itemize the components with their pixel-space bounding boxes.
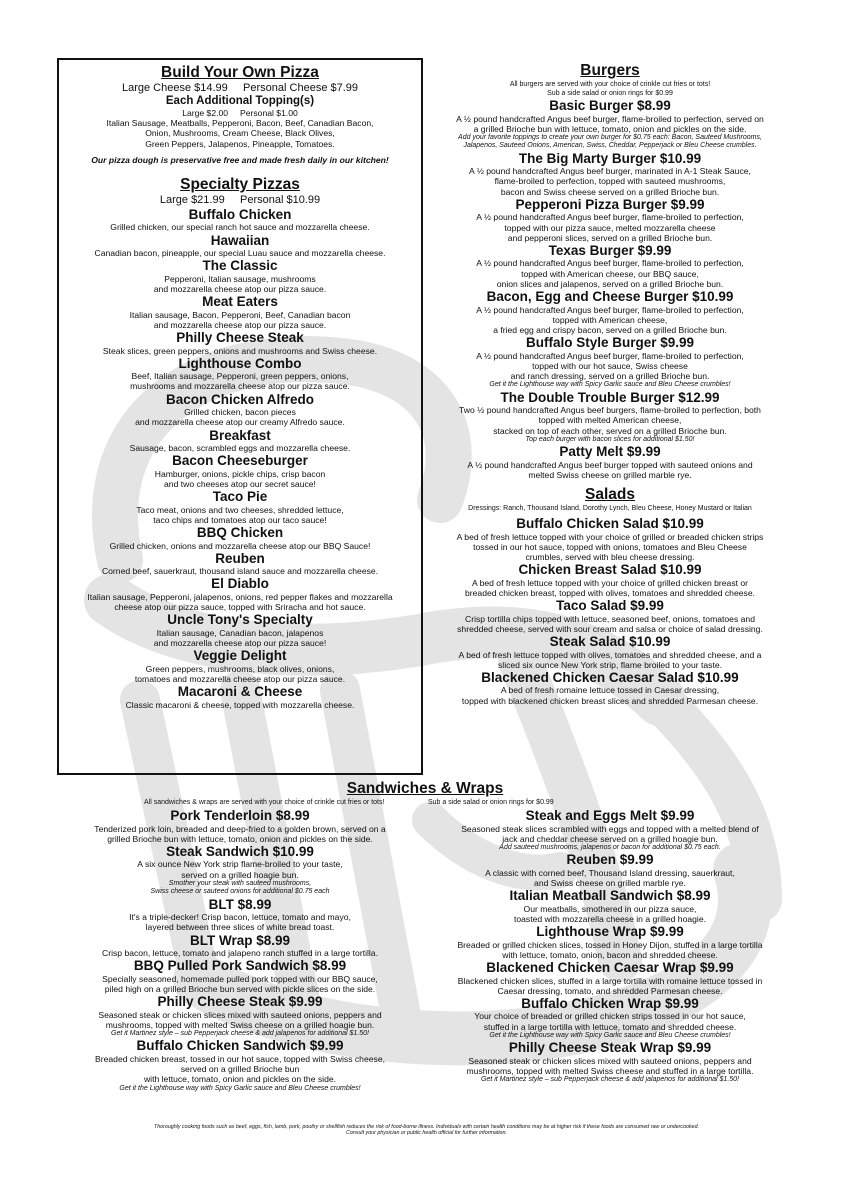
menu-item (427, 888, 793, 924)
item-note: Get it the Lighthouse way with Spicy Garlic sauce and Bleu Cheese crumbles! (119, 1084, 361, 1092)
item-description: Italian sausage, Bacon, Pepperoni, Beef, Canadian bacon (129, 309, 351, 320)
item-description: Your choice of breaded or grilled chicken strips tossed in our hot sauce, (474, 1011, 746, 1022)
item-name: Blackened Chicken Caesar Salad $10.99 (481, 669, 739, 685)
menu-item (63, 489, 417, 525)
item-description: A ½ pound handcrafted Angus beef burger, flame-broiled to perfection, (476, 304, 744, 315)
menu-item (427, 670, 793, 706)
item-name: Pork Tenderloin $8.99 (170, 808, 310, 823)
item-name: The Classic (202, 258, 278, 274)
item-description: Crisp tortilla chips topped with lettuce, seasoned beef, onions, tomatoes and (465, 613, 755, 624)
burgers-note: All burgers are served with your choice of crinkle cut fries or tots! (509, 81, 711, 88)
menu-item (63, 612, 417, 648)
item-name: Reuben $9.99 (566, 852, 654, 868)
item-description: It's a triple-decker! Crisp bacon, lettuce, tomato and mayo, (129, 912, 351, 923)
dough-note: Our pizza dough is preservative free and made fresh daily in our kitchen! (91, 154, 389, 165)
item-description: topped with blackened chicken breast slices and shredded Parmesan cheese. (461, 695, 759, 706)
item-description: Beef, Italian sausage, Pepperoni, green peppers, onions, (131, 371, 349, 382)
item-description: Italian sausage, Pepperoni, jalapenos, onions, red pepper flakes and mozzarella (87, 591, 393, 602)
item-name: Taco Pie (212, 489, 268, 505)
topping-prices: Large $2.00 Personal $1.00 (182, 108, 298, 118)
item-description: A bed of fresh romaine lettuce tossed in Caesar dressing, (500, 685, 720, 696)
item-description: tossed in our hot sauce, topped with onions, tomatoes and Bleu Cheese (473, 541, 747, 552)
item-description: Seasoned steak slices scrambled with eggs and topped with a melted blend of (461, 823, 759, 834)
menu-item (63, 258, 417, 294)
item-name: Steak and Eggs Melt $9.99 (525, 808, 695, 823)
salads-title: Salads (585, 486, 635, 504)
item-note: Add your favorite toppings to create your own burger for $0.75 each: Bacon, Sauteed Mushrooms, (458, 133, 762, 141)
item-description: shredded cheese, served with sour cream and salsa or choice of salad dressing. (457, 623, 763, 634)
item-name: Philly Cheese Steak (176, 330, 304, 346)
specialty-sizes: Large $21.99 Personal $10.99 (159, 193, 321, 206)
menu-item (427, 516, 793, 562)
item-description: Two ½ pound handcrafted Angus beef burgers, flame-broiled to perfection, both (459, 405, 761, 416)
item-description: A ½ pound handcrafted Angus beef burger, flame-broiled to perfection, (476, 350, 744, 361)
menu-item (63, 453, 417, 489)
menu-item (63, 648, 417, 684)
item-name: Bacon Cheeseburger (172, 453, 308, 469)
item-name: Veggie Delight (193, 648, 287, 664)
item-name: Meat Eaters (202, 294, 278, 310)
item-description: Sausage, bacon, scrambled eggs and mozzarella cheese. (129, 443, 351, 454)
item-name: Patty Melt $9.99 (559, 444, 661, 460)
menu-item (427, 960, 793, 996)
item-name: Blackened Chicken Caesar Wrap $9.99 (486, 960, 734, 976)
menu-item (427, 634, 793, 670)
item-description: A ½ pound handcrafted Angus beef burger topped with sauteed onions and (467, 459, 753, 470)
item-description: crumbles, served with bleu cheese dressing. (525, 552, 695, 562)
item-description: mushrooms, topped with melted Swiss cheese and stuffed in a large tortilla. (466, 1065, 754, 1076)
item-name: El Diablo (211, 576, 269, 592)
toppings-line: Onion, Mushrooms, Cream Cheese, Black Olives, (145, 128, 335, 139)
item-name: BLT $8.99 (208, 896, 272, 912)
item-description: Our meatballs, smothered in our pizza sauce, (523, 903, 697, 914)
item-description: with lettuce, tomato, onion, bacon and shredded cheese. (502, 949, 718, 960)
item-description: and Swiss cheese on grilled marble rye. (534, 878, 686, 889)
item-name: Uncle Tony's Specialty (167, 612, 313, 628)
item-description: Taco meat, onions and two cheeses, shredded lettuce, (136, 504, 344, 515)
burgers-title: Burgers (580, 62, 640, 79)
salads-note: Dressings: Ranch, Thousand Island, Dorothy Lynch, Bleu Cheese, Honey Mustard or Italian (468, 505, 752, 513)
item-description: with lettuce, tomato, onion and pickles on the side. (143, 1074, 337, 1085)
menu-item (63, 525, 417, 551)
food-safety-footer (60, 1124, 793, 1137)
item-description: A six ounce New York strip flame-broiled to your taste, (137, 859, 343, 870)
item-description: served on a grilled Brioche bun (180, 1064, 300, 1075)
item-description: topped with American cheese, our BBQ sauce, (521, 268, 699, 279)
item-description: Canadian bacon, pineapple, our special Luau sauce and mozzarella cheese. (94, 248, 386, 259)
item-description: A classic with corned beef, Thousand Island dressing, sauerkraut, (485, 867, 735, 878)
sandwiches-left-column (60, 808, 420, 1093)
item-name: Macaroni & Cheese (177, 684, 303, 700)
item-description: and pepperoni slices, served on a grilled Brioche bun. (507, 232, 713, 243)
item-description: Green peppers, mushrooms, black olives, onions, (145, 663, 335, 674)
item-note: Smother your steak with sauteed mushrooms, (168, 879, 312, 887)
item-name: Buffalo Chicken (188, 206, 292, 222)
menu-item (63, 294, 417, 330)
item-description: Caesar dressing, tomato, and shredded Parmesan cheese. (497, 985, 723, 996)
menu-item (427, 289, 793, 335)
item-name: Buffalo Chicken Wrap $9.99 (521, 995, 699, 1011)
item-name: Philly Cheese Steak $9.99 (157, 994, 323, 1010)
item-name: Buffalo Chicken Sandwich $9.99 (136, 1038, 344, 1054)
menu-item (63, 684, 417, 710)
item-name: Buffalo Chicken Salad $10.99 (516, 516, 704, 532)
menu-item (427, 852, 793, 888)
item-name: The Big Marty Burger $10.99 (518, 150, 702, 166)
item-note: Add sauteed mushrooms, jalapenos or bacon for additional $0.75 each. (499, 843, 721, 851)
item-description: cheese atop our pizza sauce, topped with Sriracha and hot sauce. (114, 602, 366, 613)
item-description: Breaded or grilled chicken slices, tossed in Honey Dijon, stuffed in a large tortilla (457, 939, 763, 950)
item-description: served on a grilled hoagie bun. (181, 869, 299, 880)
menu-item (63, 428, 417, 454)
item-description: stuffed in a large tortilla with lettuce, tomato and shredded cheese. (483, 1021, 737, 1032)
menu-item (60, 1038, 420, 1093)
salad-list (427, 516, 793, 706)
sandwiches-title: Sandwiches & Wraps (346, 780, 504, 797)
menu-item (63, 551, 417, 577)
item-description: taco chips and tomatoes atop our taco sauce! (153, 514, 327, 525)
menu-item (63, 233, 417, 259)
item-name: BBQ Pulled Pork Sandwich $8.99 (133, 958, 347, 974)
item-description: topped with melted American cheese, (538, 415, 682, 426)
item-description: Tenderized pork loin, breaded and deep-fried to a golden brown, served on a (94, 823, 386, 834)
pizza-title: Build Your Own Pizza (161, 64, 319, 81)
item-note: Get it the Lighthouse way with Spicy Garlic sauce and Bleu Cheese crumbles! (489, 381, 731, 389)
topping-heading: Each Additional Topping(s) (165, 95, 315, 107)
sandwich-list-right (427, 808, 793, 1085)
footer-line: Consult your physician or public health official for further information. (346, 1130, 507, 1137)
item-name: Hawaiian (210, 232, 270, 248)
item-description: Specially seasoned, homemade pulled pork topped with our BBQ sauce, (102, 973, 378, 984)
menu-item (60, 808, 420, 844)
item-name: Lighthouse Combo (178, 355, 302, 371)
item-description: Steak slices, green peppers, onions and mushrooms and Swiss cheese. (102, 345, 378, 356)
item-description: breaded chicken breast, topped with olives, tomatoes and shredded cheese. (465, 587, 755, 598)
menu-item (427, 598, 793, 634)
item-name: Bacon, Egg and Cheese Burger $10.99 (486, 289, 734, 305)
menu-item (427, 1040, 793, 1084)
item-description: and mozzarella cheese atop our pizza sauce! (153, 638, 327, 649)
menu-item (60, 897, 420, 933)
item-description: stacked on top of each other, served on a grilled Brioche bun. (493, 425, 727, 436)
item-description: A ½ pound handcrafted Angus beef burger, marinated in A-1 Steak Sauce, (469, 166, 751, 177)
item-name: Steak Sandwich $10.99 (166, 843, 314, 859)
item-description: Hamburger, onions, pickle chips, crisp bacon (154, 468, 326, 479)
item-description: and mozzarella cheese atop our pizza sauce. (153, 319, 327, 330)
item-description: topped with our hot sauce, Swiss cheese (532, 360, 688, 371)
item-note: Top each burger with bacon slices for additional $1.50! (525, 435, 695, 443)
item-description: piled high on a grilled Brioche bun served with pickle slices on the side. (104, 983, 376, 994)
item-description: A ½ pound handcrafted Angus beef burger, flame-broiled to perfection, (476, 212, 744, 223)
item-name: Bacon Chicken Alfredo (165, 391, 315, 407)
menu-item (427, 197, 793, 243)
menu-item (60, 933, 420, 959)
item-description: mushrooms and mozzarella cheese atop our pizza sauce. (130, 381, 350, 392)
item-name: Lighthouse Wrap $9.99 (536, 924, 684, 940)
item-description: Pepperoni, Italian sausage, mushrooms (164, 273, 316, 284)
item-description: Grilled chicken, bacon pieces (184, 407, 296, 418)
specialty-title: Specialty Pizzas (180, 175, 300, 193)
item-description: bacon and Swiss cheese served on a grilled Brioche bun. (500, 186, 720, 197)
menu-item (63, 207, 417, 233)
item-description: tomatoes and mozzarella cheese atop our pizza sauce. (134, 673, 346, 684)
burgers-note: Sub a side salad or onion rings for $0.99 (547, 90, 673, 97)
item-name: BBQ Chicken (196, 525, 284, 541)
item-description: Grilled chicken, onions and mozzarella cheese atop our BBQ Sauce! (109, 540, 371, 551)
menu-item (63, 392, 417, 428)
burger-list (427, 98, 793, 480)
sandwiches-note-right: Sub a side salad or onion rings for $0.99 (428, 799, 554, 806)
burgers-salads-column (427, 62, 793, 706)
item-description: A bed of fresh lettuce topped with your choice of grilled chicken breast or (471, 577, 749, 588)
toppings-line: Green Peppers, Jalapenos, Pineapple, Tomatoes. (145, 138, 335, 149)
menu-item (427, 243, 793, 289)
item-name: Basic Burger $8.99 (549, 98, 671, 113)
menu-item (63, 576, 417, 612)
menu-item (63, 356, 417, 392)
item-description: Breaded chicken breast, tossed in our hot sauce, topped with Swiss cheese, (95, 1053, 385, 1064)
pizza-sizes: Large Cheese $14.99 Personal Cheese $7.99 (121, 82, 359, 94)
footer-line: Thoroughly cooking foods such as beef, eggs, fish, lamb, pork, poultry or shellfish reduces the risk of food-borne illness. Individuals with certain health conditions may be at higher risk if these foods are consumed raw or undercooked. (154, 1124, 699, 1130)
item-description: flame-broiled to perfection, topped with sauteed mushrooms, (494, 176, 726, 187)
sandwich-list-left (60, 808, 420, 1093)
item-name: Breakfast (209, 427, 271, 443)
item-description: A bed of fresh lettuce topped with olives, tomatoes and shredded cheese, and a (458, 649, 762, 660)
toppings-line: Italian Sausage, Meatballs, Pepperoni, Bacon, Beef, Canadian Bacon, (106, 118, 374, 129)
item-description: Crisp bacon, lettuce, tomato and jalapeno ranch stuffed in a large tortilla. (102, 948, 378, 959)
item-name: BLT Wrap $8.99 (189, 932, 291, 948)
item-description: Seasoned steak or chicken slices mixed with sauteed onions, peppers and (98, 1009, 382, 1020)
item-name: The Double Trouble Burger $12.99 (500, 389, 720, 405)
item-description: Classic macaroni & cheese, topped with mozzarella cheese. (125, 699, 355, 710)
menu-item (427, 390, 793, 445)
item-name: Taco Salad $9.99 (556, 598, 664, 614)
menu-item (427, 98, 793, 151)
item-description: mushrooms, topped with melted Swiss cheese on a grilled hoagie bun. (105, 1019, 375, 1030)
item-description: and ranch dressing, served on a grilled Brioche bun. (510, 371, 710, 382)
item-note: Get it Martinez style – sub Pepperjack cheese & add jalapenos for additional $1.50! (111, 1030, 369, 1038)
menu-item (427, 335, 793, 390)
item-name: Pepperoni Pizza Burger $9.99 (515, 196, 705, 212)
item-name: Texas Burger $9.99 (548, 242, 672, 258)
item-name: Italian Meatball Sandwich $8.99 (509, 888, 711, 904)
menu-item (60, 994, 420, 1038)
item-description: toasted with mozzarella cheese in a grilled hoagie. (513, 913, 707, 924)
item-description: Blackened chicken slices, stuffed in a large tortilla with romaine lettuce tossed in (457, 975, 763, 986)
item-description: Italian sausage, Canadian bacon, jalapenos (156, 627, 324, 638)
item-description: and two cheeses atop our secret sauce! (164, 478, 316, 489)
item-description: onion slices and jalapenos, served on a grilled Brioche bun. (496, 278, 724, 289)
menu-item (63, 330, 417, 356)
menu-item (60, 958, 420, 994)
menu-item (427, 151, 793, 197)
menu-item (427, 808, 793, 852)
item-note: Get it the Lighthouse way with Spicy Garlic sauce and Bleu Cheese crumbles! (489, 1031, 731, 1039)
item-description: A ½ pound handcrafted Angus beef burger, flame-broiled to perfection, (476, 258, 744, 269)
item-description: Seasoned steak or chicken slices mixed with sauteed onions, peppers and (468, 1055, 752, 1066)
item-description: Grilled chicken, our special ranch hot sauce and mozzarella cheese. (110, 222, 370, 233)
menu-item (427, 924, 793, 960)
sandwiches-right-column (427, 808, 793, 1085)
sandwiches-note-left: All sandwiches & wraps are served with your choice of crinkle cut fries or tots! (144, 799, 385, 806)
item-description: A ½ pound handcrafted Angus beef burger, flame-broiled to perfection, served on (456, 113, 764, 124)
item-description: melted Swiss cheese on grilled marble rye. (528, 469, 692, 480)
menu-item (60, 844, 420, 897)
item-name: Chicken Breast Salad $10.99 (518, 562, 702, 578)
item-description: topped with American cheese, (552, 314, 668, 325)
menu-item (427, 562, 793, 598)
item-description: layered between three slices of white bread toast. (145, 922, 335, 933)
pizza-section (57, 58, 423, 775)
specialty-list (63, 207, 417, 710)
menu-item (427, 996, 793, 1040)
item-description: a fried egg and crispy bacon, served on a grilled Brioche bun. (493, 324, 727, 335)
item-description: grilled Brioche bun with lettuce, tomato, onion and pickles on the side. (107, 833, 373, 844)
item-description: sliced six ounce New York strip, flame broiled to your taste. (497, 659, 723, 670)
item-note: Get it Martinez style – sub Pepperjack cheese & add jalapenos for additional $1.50! (481, 1076, 739, 1084)
menu-item (427, 444, 793, 480)
item-description: and mozzarella cheese atop our pizza sauce. (153, 283, 327, 294)
item-note: Swiss cheese or sauteed onions for additional $0.75 each (150, 888, 330, 896)
item-description: jack and cheddar cheese served on a grilled hoagie bun. (502, 833, 718, 844)
item-description: a grilled Brioche bun with lettuce, tomato, onion and pickles on the side. (473, 123, 747, 134)
item-name: Reuben (215, 550, 265, 566)
item-description: Corned beef, sauerkraut, thousand island sauce and mozzarella cheese. (101, 566, 379, 577)
item-name: Philly Cheese Steak Wrap $9.99 (508, 1040, 712, 1056)
item-description: A bed of fresh lettuce topped with your choice of grilled or breaded chicken strips (456, 531, 764, 542)
item-name: Steak Salad $10.99 (549, 634, 671, 650)
item-name: Buffalo Style Burger $9.99 (525, 335, 695, 351)
item-description: and mozzarella cheese atop our creamy Alfredo sauce. (135, 417, 345, 428)
item-note: Jalapenos, Sauteed Onions, American, Swiss, Cheddar, Pepperjack or Bleu Cheese crumbles. (463, 142, 757, 150)
item-description: topped with our pizza sauce, melted mozzarella cheese (504, 222, 716, 233)
